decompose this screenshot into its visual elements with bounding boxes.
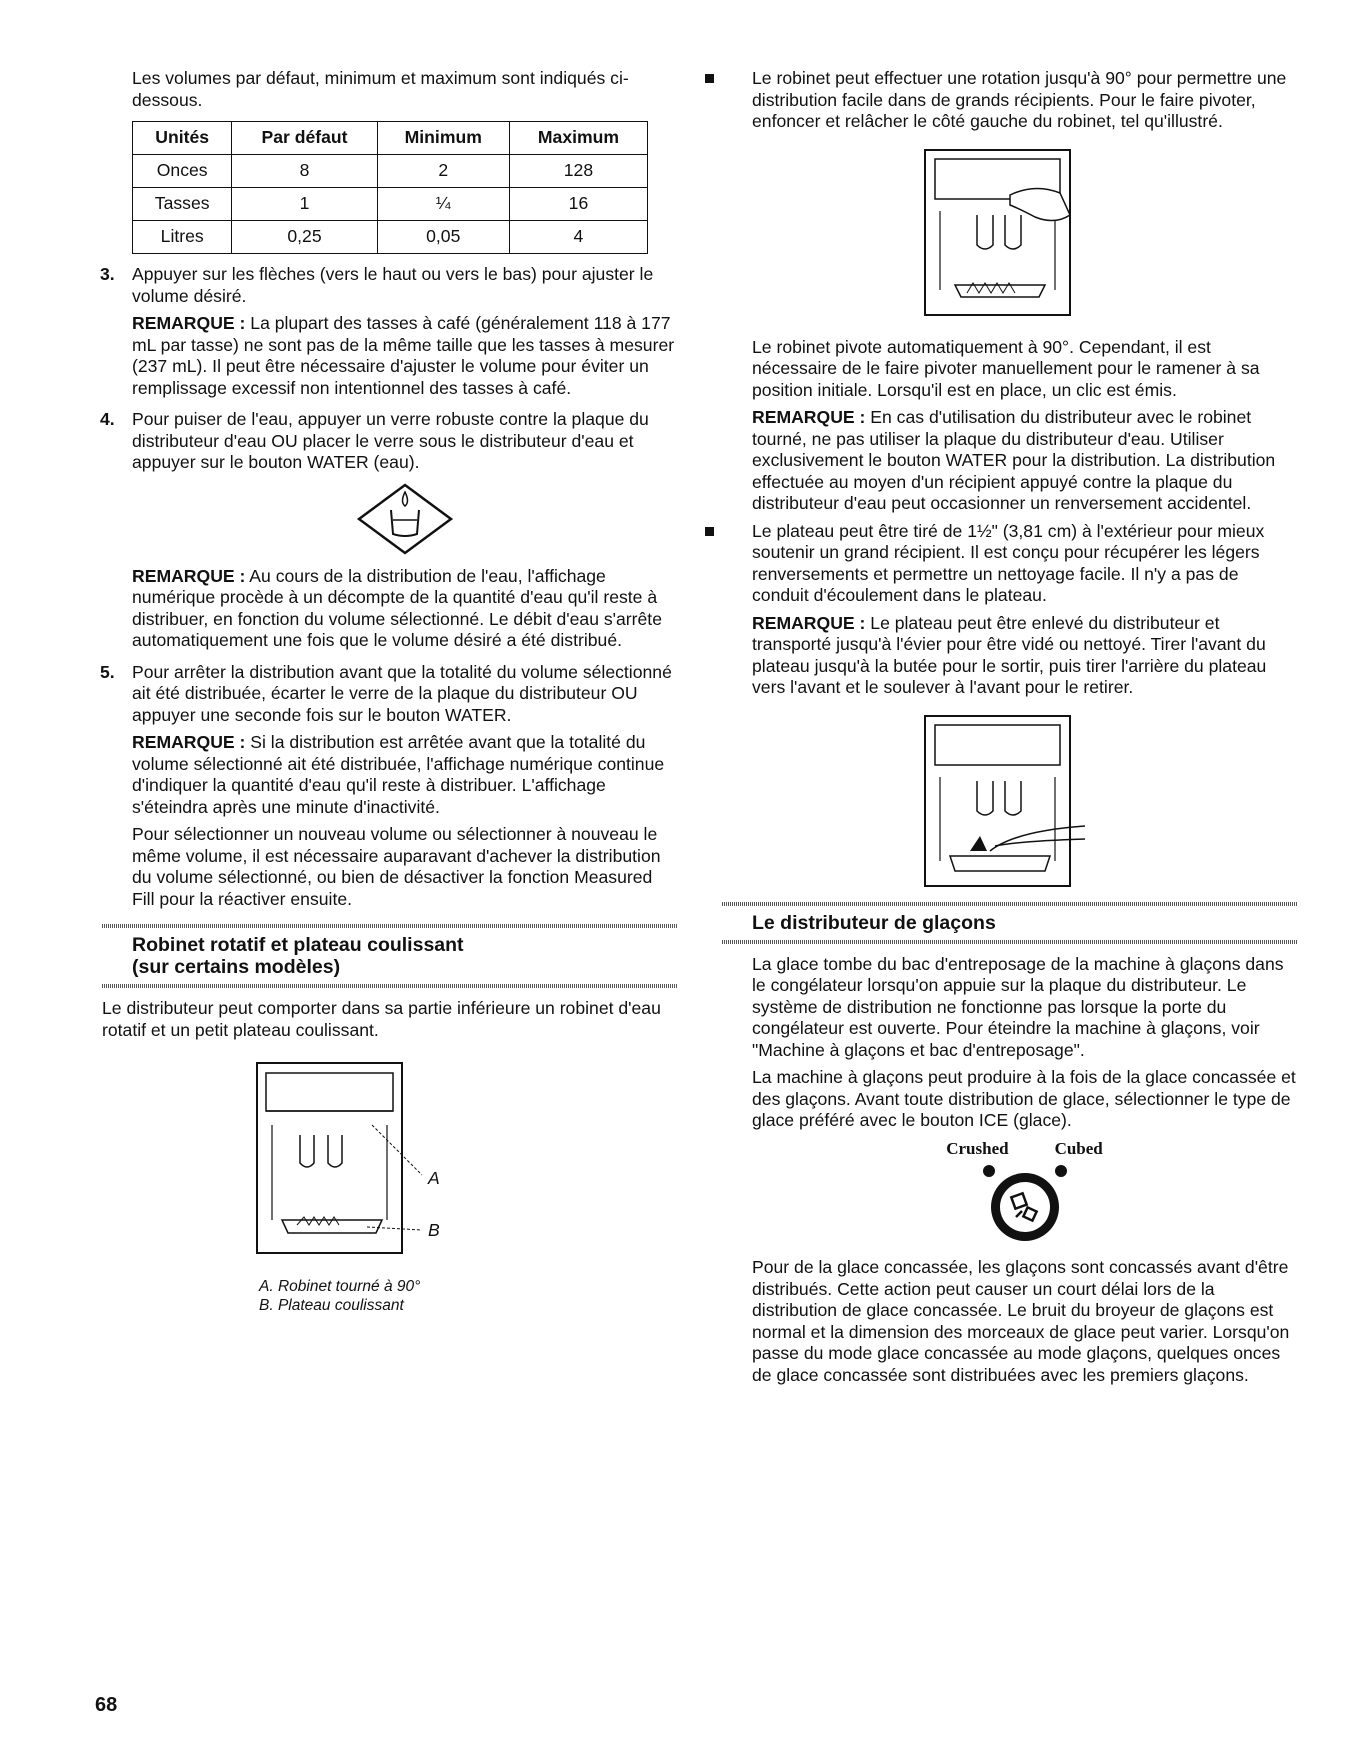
volume-table bbox=[132, 121, 648, 254]
divider bbox=[102, 984, 677, 988]
table-header: Minimum bbox=[377, 122, 509, 155]
divider bbox=[102, 924, 677, 928]
ice-button-icon bbox=[950, 1159, 1100, 1249]
note-label: REMARQUE : bbox=[132, 732, 246, 752]
step-note bbox=[132, 566, 677, 652]
divider bbox=[722, 902, 1297, 906]
page-number: 68 bbox=[95, 1694, 118, 1716]
step-5 bbox=[100, 661, 677, 911]
step-4 bbox=[100, 409, 677, 652]
step-number: 5. bbox=[100, 661, 115, 682]
table-cell: Onces bbox=[133, 155, 232, 188]
table-cell: 4 bbox=[509, 221, 647, 254]
intro-text: Les volumes par défaut, minimum et maximum sont indiqués ci-dessous. bbox=[132, 68, 629, 110]
dispenser-illustration bbox=[252, 1055, 512, 1265]
ice-section bbox=[722, 902, 1297, 1387]
note-pivot bbox=[752, 407, 1297, 515]
divider bbox=[722, 940, 1297, 944]
section-title: Robinet rotatif et plateau coulissant bbox=[132, 934, 464, 956]
crushed-label: Crushed bbox=[946, 1138, 1009, 1158]
paragraph-pivot: Le robinet pivote automatiquement à 90°. Cependant, il est nécessaire de le faire pivoter manuellement pour le ramener à sa position initiale. Lorsqu'il est en place, un clic est émis. bbox=[752, 336, 1260, 400]
faucet-tray-section bbox=[102, 924, 677, 1315]
note-text: La plupart des tasses à café (généralement 118 à 177 mL par tasse) ne sont pas de la même taille que les tasses à mesurer (237 mL). Il peut être nécessaire d'ajuster le volume pour éviter un remplissage excessif non intentionnel des tasses à café. bbox=[132, 313, 675, 398]
note-text: En cas d'utilisation du distributeur avec le robinet tourné, ne pas utiliser la plaque du distributeur d'eau. Utiliser exclusivement le bouton WATER pour la distribution. La distribution effectuée au moyen d'un récipient appuyé contre la plaque du distributeur d'eau peut occasionner un renversement accidentel. bbox=[752, 407, 1276, 513]
step-number: 4. bbox=[100, 409, 115, 429]
label-a: A bbox=[428, 1168, 440, 1188]
right-column bbox=[752, 68, 1297, 1392]
caption-a: A. Robinet tourné à 90° bbox=[259, 1278, 421, 1295]
tray-figure bbox=[692, 711, 1297, 896]
table-header-row bbox=[133, 122, 648, 155]
step-3 bbox=[100, 264, 677, 399]
note-label: REMARQUE : bbox=[132, 313, 246, 333]
table-cell: Litres bbox=[133, 221, 232, 254]
section-title: Le distributeur de glaçons bbox=[752, 911, 996, 934]
step-number: 3. bbox=[100, 264, 115, 284]
table-cell: 0,05 bbox=[377, 221, 509, 254]
ice-button-figure bbox=[752, 1138, 1297, 1250]
table-row bbox=[133, 155, 648, 188]
note-text: Le plateau peut être enlevé du distributeur et transporté jusqu'à l'évier pour être vidé ou nettoyé. Tirer l'avant du plateau jusqu'à la butée pour le sortir, puis tirer l'arrière du plateau vers l'avant et le soulever à l'avant pour le retirer. bbox=[752, 612, 1267, 697]
table-row bbox=[133, 221, 648, 254]
table-cell: Tasses bbox=[133, 188, 232, 221]
note-label: REMARQUE : bbox=[752, 407, 866, 427]
bullet-rotation: Le robinet peut effectuer une rotation jusqu'à 90° pour permettre une distribution facile dans de grands récipients. Pour le faire pivoter, enfoncer et relâcher le côté gauche du robinet, tel qu'illustré. bbox=[752, 68, 1297, 133]
ice-paragraph-3: Pour de la glace concassée, les glaçons sont concassés avant d'être distribués. Cette action peut causer un court délai lors de la distribution de glace concassée. Le bruit du broyeur de glaçons est normal et la dimension des morceaux de glace peut varier. Lorsqu'on passe du mode glace concassée au mode glaçons, quelques onces de glace concassée sont distribuées avec les premiers glaçons. bbox=[752, 1257, 1290, 1385]
ice-mode-labels bbox=[752, 1138, 1297, 1160]
table-cell: 0,25 bbox=[232, 221, 377, 254]
table-header: Par défaut bbox=[232, 122, 377, 155]
ice-paragraph-2: La machine à glaçons peut produire à la fois de la glace concassée et des glaçons. Avant toute distribution de glace, sélectionner le type de glace préféré avec le bouton ICE (glace). bbox=[752, 1067, 1296, 1130]
step-note bbox=[132, 732, 677, 818]
note-text: Si la distribution est arrêtée avant que la totalité du volume sélectionné ait été distribuée, l'affichage numérique continue d'indiquer la quantité d'eau qu'il reste à distribuer. L'affichage s'éteindra après une minute d'inactivité. bbox=[132, 732, 665, 817]
faucet-rotation-illustration bbox=[895, 145, 1095, 325]
table-cell: 2 bbox=[377, 155, 509, 188]
table-cell: 8 bbox=[232, 155, 377, 188]
water-glass-icon bbox=[355, 482, 455, 556]
label-b: B bbox=[428, 1220, 440, 1240]
table-cell: 128 bbox=[509, 155, 647, 188]
table-cell: ¼ bbox=[377, 188, 509, 221]
step-note bbox=[132, 313, 677, 399]
step-text: Pour puiser de l'eau, appuyer un verre robuste contre la plaque du distributeur d'eau OU placer le verre sous le distributeur d'eau et appuyer sur le bouton WATER (eau). bbox=[132, 409, 649, 472]
ice-paragraph-1: La glace tombe du bac d'entreposage de la machine à glaçons dans le congélateur lorsqu'on appuie sur la plaque du distributeur. Le système de distribution ne fonctionne pas lorsque la porte du congélateur est ouverte. Pour éteindre la machine à glaçons, voir "Machine à glaçons et bac d'entreposage". bbox=[752, 953, 1284, 1060]
note-text: Au cours de la distribution de l'eau, l'affichage numérique procède à un décompte de la quantité d'eau qu'il reste à distribuer, en fonction du volume sélectionné. Le débit d'eau s'arrête automatiquement une fois que le volume désiré a été distribué. bbox=[132, 565, 662, 650]
water-button-figure bbox=[132, 482, 677, 556]
dispenser-figure bbox=[102, 1055, 677, 1265]
section-text: Le distributeur peut comporter dans sa partie inférieure un robinet d'eau rotatif et un petit plateau coulissant. bbox=[102, 998, 661, 1040]
left-column bbox=[100, 68, 677, 1315]
table-row bbox=[133, 188, 648, 221]
bullet-tray: Le plateau peut être tiré de 1½" (3,81 cm) à l'extérieur pour mieux soutenir un grand récipient. Il est conçu pour récupérer les légers renversements et permettre un nettoyage facile. Il n'y a pas de conduit d'écoulement dans le plateau. bbox=[752, 521, 1297, 607]
note-label: REMARQUE : bbox=[132, 565, 246, 586]
step-text: Pour arrêter la distribution avant que la totalité du volume sélectionné ait été distribuée, écarter le verre de la plaque du distributeur OU appuyer une seconde fois sur le bouton WATER. bbox=[132, 661, 672, 725]
table-header: Maximum bbox=[509, 122, 647, 155]
faucet-rotation-figure bbox=[692, 145, 1297, 325]
note-tray bbox=[752, 613, 1297, 699]
tray-removal-illustration bbox=[895, 711, 1095, 896]
section-subtitle: (sur certains modèles) bbox=[132, 956, 341, 978]
note-label: REMARQUE : bbox=[752, 612, 866, 633]
table-header: Unités bbox=[133, 122, 232, 155]
table-cell: 16 bbox=[509, 188, 647, 221]
table-cell: 1 bbox=[232, 188, 377, 221]
step-text: Appuyer sur les flèches (vers le haut ou vers le bas) pour ajuster le volume désiré. bbox=[132, 264, 654, 306]
cubed-label: Cubed bbox=[1054, 1138, 1103, 1158]
caption-b: B. Plateau coulissant bbox=[259, 1297, 404, 1314]
step-extra-text: Pour sélectionner un nouveau volume ou sélectionner à nouveau le même volume, il est nécessaire auparavant d'achever la distribution du volume sélectionné, ou bien de désactiver la fonction Measured Fill pour la réactiver ensuite. bbox=[132, 824, 661, 909]
